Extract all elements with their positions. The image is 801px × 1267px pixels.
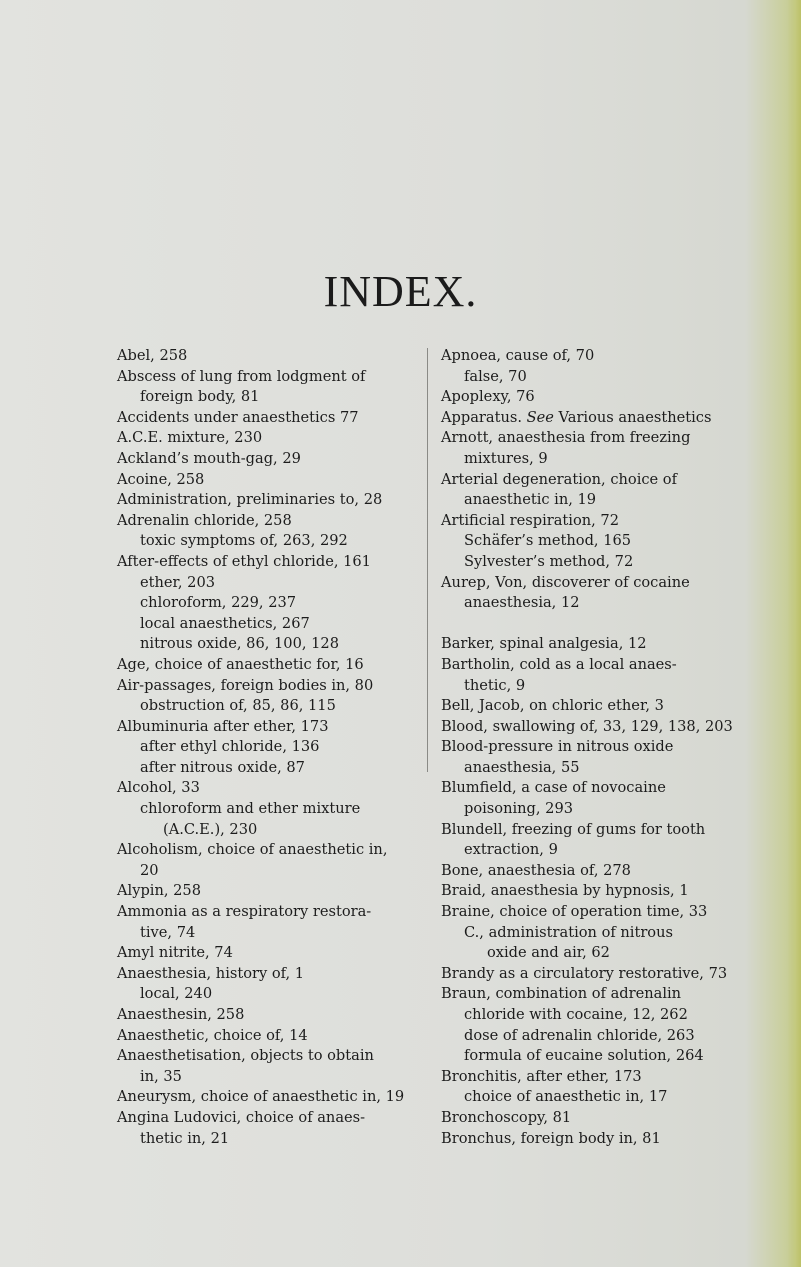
- index-entry: [441, 408, 738, 429]
- index-entry-text: Accidents under anaesthetics 77: [117, 408, 359, 426]
- index-entry-text: Bronchoscopy, 81: [441, 1108, 572, 1126]
- index-subentry: [441, 1026, 738, 1047]
- index-entry-text: Ammonia as a respiratory restora-: [117, 903, 372, 921]
- index-entry: [117, 1046, 414, 1087]
- index-entry: [441, 861, 738, 882]
- index-subentry: [441, 923, 738, 964]
- index-entry: [117, 408, 414, 429]
- index-entry-text: Apnoea, cause of, 70: [441, 347, 595, 364]
- index-entry-text: Blundell, freezing of gums for tooth: [441, 820, 706, 838]
- index-column-right: [441, 346, 738, 1149]
- index-entry: [441, 428, 738, 469]
- index-entry-text: Alcoholism, choice of anaesthetic in,: [117, 841, 388, 859]
- index-entry-text: A.C.E. mixture, 230: [117, 429, 263, 447]
- index-subentry: [117, 984, 414, 1005]
- index-entry: [117, 449, 414, 470]
- index-entry: [441, 737, 738, 778]
- index-entry: [441, 655, 738, 696]
- index-entry: [441, 511, 738, 532]
- index-entry: [441, 778, 738, 819]
- index-entry-text: dose of adrenalin chloride, 263: [464, 1026, 695, 1044]
- index-entry-text: Blood-pressure in nitrous oxide: [441, 738, 674, 756]
- index-entry: [117, 1005, 414, 1026]
- index-entry-continuation: extraction, 9: [464, 841, 558, 859]
- index-entry: [117, 717, 414, 738]
- index-entry-continuation: chloride with cocaine, 12, 262: [464, 1006, 688, 1023]
- index-entry-continuation: foreign body, 81: [140, 388, 260, 406]
- index-entry-text: C., administration of nitrous: [464, 923, 673, 941]
- index-entry-text: false, 70: [464, 367, 527, 385]
- index-entry: [441, 881, 738, 902]
- index-entry: [117, 778, 414, 799]
- index-entry-text: Alypin, 258: [117, 882, 201, 900]
- index-entry: [117, 511, 414, 532]
- index-column-left: [117, 346, 414, 1149]
- page-edge-discoloration: [787, 0, 801, 1267]
- index-entry-continuation: (A.C.E.), 230: [163, 820, 258, 838]
- index-entry: [117, 552, 414, 573]
- index-entry-text: Abel, 258: [117, 347, 188, 364]
- column-divider: [427, 348, 428, 772]
- index-entry-text: Braun, combination of adrenalin: [441, 985, 682, 1003]
- index-entry-text: Anaesthetic, choice of, 14: [117, 1026, 308, 1044]
- index-entry-text: Albuminuria after ether, 173: [117, 717, 329, 735]
- index-entry-text: Schäfer’s method, 165: [464, 532, 632, 550]
- index-entry-continuation: tive, 74: [140, 923, 196, 941]
- index-entry: [117, 676, 414, 697]
- index-entry: [441, 1108, 738, 1129]
- index-subentry: [117, 696, 414, 717]
- index-entry: [441, 1129, 738, 1150]
- index-entry: [117, 490, 414, 511]
- index-entry-text: Age, choice of anaesthetic for, 16: [117, 655, 364, 673]
- index-entry-text: Amyl nitrite, 74: [117, 944, 233, 962]
- index-entry-text: Bronchitis, after ether, 173: [441, 1067, 642, 1085]
- index-subentry: [117, 758, 414, 779]
- index-entry: [117, 367, 414, 408]
- index-subentry: [441, 552, 738, 573]
- index-entry-text: Brandy as a circulatory restorative, 73: [441, 964, 728, 982]
- index-entry-text: Arterial degeneration, choice of: [441, 470, 677, 488]
- index-entry-continuation: 20: [140, 861, 159, 879]
- index-entry-text: Braid, anaesthesia by hypnosis, 1: [441, 882, 689, 900]
- index-entry-text: Barker, spinal analgesia, 12: [441, 635, 647, 653]
- index-entry-text: Apoplexy, 76: [441, 388, 535, 406]
- index-entry-text: after nitrous oxide, 87: [140, 758, 305, 776]
- index-entry-text: Anaesthesin, 258: [117, 1006, 245, 1023]
- index-entry: [117, 943, 414, 964]
- index-entry-text: chloroform, 229, 237: [140, 594, 297, 612]
- index-entry-text: Ackland’s mouth-gag, 29: [117, 449, 301, 467]
- index-entry: [441, 573, 738, 614]
- index-entry-text: Blood, swallowing of, 33, 129, 138, 203: [441, 717, 733, 735]
- index-entry: [441, 696, 738, 717]
- index-entry: [441, 820, 738, 861]
- index-entry-text: Administration, preliminaries to, 28: [117, 491, 383, 509]
- index-entry: [441, 346, 738, 367]
- index-entry-text: Bell, Jacob, on chloric ether, 3: [441, 697, 664, 715]
- index-subentry: [117, 614, 414, 635]
- index-entry-text: Braine, choice of operation time, 33: [441, 903, 708, 921]
- index-entry-continuation: anaesthetic in, 19: [464, 491, 597, 509]
- index-subentry: [117, 634, 414, 655]
- index-entry: [117, 1026, 414, 1047]
- index-subentry: [117, 531, 414, 552]
- index-entry-text: Arnott, anaesthesia from freezing: [441, 429, 691, 447]
- index-subentry: [117, 737, 414, 758]
- index-title: INDEX.: [323, 267, 478, 316]
- index-entry-text: Anaesthetisation, objects to obtain: [117, 1047, 374, 1065]
- index-entry: [117, 902, 414, 943]
- index-entry: [441, 1067, 738, 1088]
- index-entry: [117, 428, 414, 449]
- index-subentry: [441, 1046, 738, 1067]
- index-entry-continuation: anaesthesia, 55: [464, 758, 580, 776]
- index-entry-text: Blumfield, a case of novocaine: [441, 779, 666, 797]
- index-entry-text: Sylvester’s method, 72: [464, 552, 634, 570]
- index-entry: [117, 840, 414, 881]
- index-entry-text: Bone, anaesthesia of, 278: [441, 861, 631, 879]
- index-entry: [117, 655, 414, 676]
- index-entry-text: Alcohol, 33: [117, 779, 200, 797]
- index-entry-continuation: anaesthesia, 12: [464, 594, 580, 612]
- index-subentry: [441, 531, 738, 552]
- index-entry-text: After-effects of ethyl chloride, 161: [117, 552, 371, 570]
- index-entry-text: Apparatus. See Various anaesthetics: [441, 408, 712, 426]
- index-entry-text: obstruction of, 85, 86, 115: [140, 697, 336, 715]
- index-entry-continuation: thetic in, 21: [140, 1129, 230, 1147]
- index-entry-text: Adrenalin chloride, 258: [117, 511, 292, 529]
- index-entry: [117, 1108, 414, 1149]
- index-entry-text: Aneurysm, choice of anaesthetic in, 19: [117, 1088, 405, 1106]
- index-entry-continuation: poisoning, 293: [464, 800, 574, 818]
- index-subentry: [117, 799, 414, 840]
- index-subentry: [441, 367, 738, 388]
- index-entry-text: Bronchus, foreign body in, 81: [441, 1129, 661, 1147]
- index-entry-text: ether, 203: [140, 573, 216, 591]
- index-entry-text: Air-passages, foreign bodies in, 80: [117, 676, 374, 694]
- index-entry-continuation: in, 35: [140, 1067, 182, 1085]
- index-entry-text: local anaesthetics, 267: [140, 614, 310, 632]
- index-entry-text: toxic symptoms of, 263, 292: [140, 532, 348, 550]
- index-entry-text: Artificial respiration, 72: [441, 511, 619, 529]
- index-entry-text: Aurep, Von, discoverer of cocaine: [441, 573, 690, 591]
- index-entry-continuation: oxide and air, 62: [487, 944, 610, 962]
- index-entry-continuation: mixtures, 9: [464, 449, 548, 467]
- index-entry: [441, 634, 738, 655]
- index-entry-text: local, 240: [140, 985, 213, 1003]
- index-entry: [441, 470, 738, 511]
- index-entry: [117, 346, 414, 367]
- index-entry-text: Acoine, 258: [117, 470, 205, 488]
- index-entry-continuation: thetic, 9: [464, 676, 526, 694]
- index-entry-text: Bartholin, cold as a local anaes-: [441, 655, 677, 673]
- index-entry: [441, 902, 738, 923]
- index-entry: [441, 717, 738, 738]
- letter-section-gap: [441, 614, 738, 635]
- index-subentry: [441, 1087, 738, 1108]
- index-entry-text: Anaesthesia, history of, 1: [117, 964, 305, 982]
- index-entry-text: Angina Ludovici, choice of anaes-: [117, 1108, 366, 1126]
- index-entry-text: formula of eucaine solution, 264: [464, 1047, 704, 1065]
- index-entry-text: chloroform and ether mixture: [140, 800, 361, 818]
- index-entry: [117, 1087, 414, 1108]
- index-subentry: [117, 593, 414, 614]
- index-entry: [441, 387, 738, 408]
- index-entry: [117, 470, 414, 491]
- index-entry-text: choice of anaesthetic in, 17: [464, 1088, 668, 1106]
- index-entry-text: nitrous oxide, 86, 100, 128: [140, 635, 339, 653]
- index-entry: [441, 964, 738, 985]
- index-entry: [117, 964, 414, 985]
- index-entry-text: Abscess of lung from lodgment of: [117, 367, 366, 385]
- index-entry-text: after ethyl chloride, 136: [140, 738, 320, 756]
- index-subentry: [117, 573, 414, 594]
- index-entry: [117, 881, 414, 902]
- index-entry: [441, 984, 738, 1025]
